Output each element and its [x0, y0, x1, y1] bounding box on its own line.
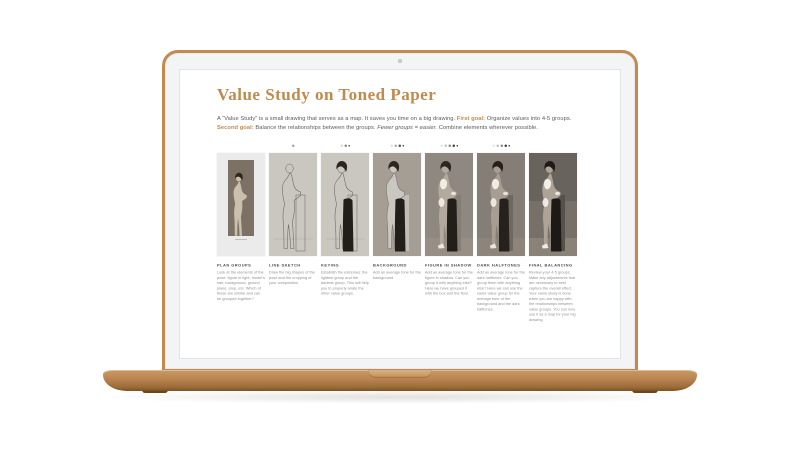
intro-text: Organize values into 4-5 groups.	[485, 115, 572, 122]
step-title: LINE SKETCH	[269, 263, 301, 268]
intro-line	[217, 123, 621, 132]
step-panel-illustration	[425, 153, 473, 256]
webpage	[180, 70, 621, 359]
intro-line	[217, 114, 621, 123]
value-dot	[452, 144, 455, 147]
value-dot	[440, 144, 443, 147]
figure-artwork	[269, 153, 317, 256]
step-panel-illustration	[321, 153, 369, 256]
step-column	[425, 153, 473, 323]
step-panel-illustration	[477, 153, 525, 256]
value-dot	[398, 144, 401, 147]
value-dots-row	[217, 142, 577, 149]
dots-cell-empty	[529, 142, 577, 149]
value-dot	[448, 144, 451, 147]
intro-paragraph	[217, 114, 621, 132]
step-caption: Draw the big shapes of the pose and the cropping of your composition.	[269, 270, 315, 285]
value-dot	[504, 144, 507, 147]
value-dot	[500, 144, 503, 147]
step-panel-illustration	[373, 153, 421, 256]
value-dot	[508, 145, 510, 147]
step-title: FIGURE IN SHADOW	[425, 263, 472, 268]
dot-cluster	[425, 142, 473, 149]
step-caption: Review your 4-5 groups. Make any adjustments that are necessary to best capture the overall effect. Your value study is done when you are happy with the relationships between value groups. You can now use it as a map for your big drawing.	[529, 270, 576, 322]
value-dot	[496, 144, 499, 147]
figure-artwork	[425, 153, 473, 256]
intro-text: A “Value Study” is a small drawing that serves as a map. It saves you time on a big drawing.	[217, 115, 457, 122]
step-title: BACKGROUND	[373, 263, 407, 268]
step-title: PLAN GROUPS	[217, 263, 252, 268]
step-caption: Add an average tone for the figure in shadow. Can you group it with anything else? Here we have grouped it with the box and the floor.	[425, 270, 473, 296]
figure-artwork	[477, 153, 525, 256]
value-dot	[456, 145, 458, 147]
value-dot	[402, 145, 404, 147]
value-dot	[292, 144, 295, 147]
step-caption: Add an average tone for the background.	[373, 270, 421, 280]
step-column	[529, 153, 577, 323]
value-dot	[348, 145, 350, 147]
value-dot	[492, 144, 495, 147]
figure-artwork	[321, 153, 369, 256]
step-column	[373, 153, 421, 323]
step-caption: Look at the elements of the pose: figure in light, model's hair, background, ground plane, prop, etc. Which of these are similar and can be grouped together?	[217, 270, 265, 301]
step-column	[477, 153, 525, 323]
value-dot	[390, 144, 393, 147]
laptop-base	[103, 370, 697, 391]
step-title: KEYING	[321, 263, 340, 268]
laptop-shadow	[95, 390, 705, 404]
step-caption: Establish the extremes: the lightest group and the darkest group. This will help you to properly relate the other value groups.	[321, 270, 369, 296]
figure-artwork	[217, 153, 265, 256]
value-dot	[344, 144, 347, 147]
dot-cluster	[321, 142, 369, 149]
intro-accent-text: First goal:	[456, 115, 486, 122]
dot-cluster	[373, 142, 421, 149]
dots-cell-empty	[217, 142, 265, 149]
page-title: Value Study on Toned Paper	[217, 85, 437, 104]
camera-icon	[398, 59, 402, 63]
dot-cluster	[269, 142, 317, 149]
intro-text: Combine elements wherever possible.	[437, 124, 538, 131]
intro-text: Fewer groups = easier.	[377, 124, 438, 131]
step-panel-illustration	[269, 153, 317, 256]
value-dot	[394, 144, 397, 147]
step-title: DARK HALFTONES	[477, 263, 521, 268]
step-column	[217, 153, 265, 323]
step-caption: Add an average tone for the dark halftones. Can you group them with anything else? Here we can use the same value group for the average tone of the background and the dark halftones.	[477, 270, 525, 312]
laptop-lid	[162, 50, 638, 372]
base-notch	[368, 370, 432, 378]
dot-cluster	[477, 142, 525, 149]
step-title: FINAL BALANCING	[529, 263, 573, 268]
intro-accent-text: Second goal:	[217, 124, 254, 131]
step-panel-illustration	[529, 153, 577, 256]
step-column	[269, 153, 317, 323]
steps-row	[217, 153, 577, 323]
step-panel-illustration	[217, 153, 265, 256]
value-dot	[340, 144, 343, 147]
figure-artwork	[373, 153, 421, 256]
figure-artwork	[529, 153, 577, 256]
step-column	[321, 153, 369, 323]
intro-text: Balance the relationships between the groups.	[253, 124, 378, 131]
laptop-screen	[179, 69, 621, 359]
value-dot	[444, 144, 447, 147]
